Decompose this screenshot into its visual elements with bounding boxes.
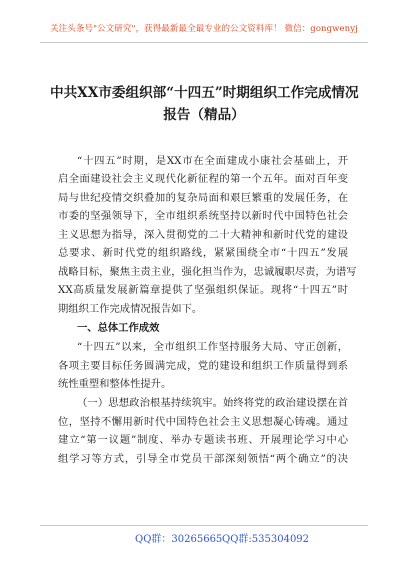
paragraph-line: 各项主要目标任务圆满完成，党的建设和组织工作质量得到系 [58, 360, 348, 372]
paragraph-line: 战略目标，聚焦主责主业，强化担当作为，忠诚履职尽责，为谱写 [58, 266, 357, 278]
footer-qq-group-1: QQ群：30265665 [135, 534, 223, 545]
paragraph-line: 统性重塑和整体性提升。 [58, 378, 172, 390]
paragraph-line: （一）思想政治根基持续筑牢。始终将党的政治建设摆在首 [77, 397, 348, 409]
document-title-line-1: 中共XX市委组织部“十四五”时期组织工作完成情况 [50, 85, 359, 101]
paragraph-line: 位，坚持不懈用新时代中国特色社会主义思想凝心铸魂。通过 [58, 416, 348, 428]
paragraph-line: 局与世纪疫情交织叠加的复杂局面和艰巨繁重的发展任务，在 [58, 192, 348, 204]
footer-divider [40, 525, 368, 526]
footer-qq-group-2: QQ群:535304092 [222, 534, 310, 545]
paragraph-line: “十四五”以来，全市组织工作坚持服务大局、守正创新， [77, 341, 348, 353]
paragraph-line: 总要求、新时代党的组织路线，紧紧围绕全市“十四五”发展 [58, 247, 348, 259]
paragraph-line: 期组织工作完成情况报告如下。 [58, 303, 203, 315]
paragraph-line: XX高质量发展新篇章提供了坚强组织保证。现将“十四五”时 [58, 284, 348, 296]
paragraph-line: 建立“第一议题”制度、举办专题读书班、开展理论学习中心 [58, 434, 348, 446]
paragraph-line: 启全面建设社会主义现代化新征程的第一个五年。面对百年变 [58, 173, 348, 185]
paragraph-line: 市委的坚强领导下，全市组织系统坚持以新时代中国特色社会 [58, 210, 348, 222]
paragraph-line: 主义思想为指导，深入贯彻党的二十大精神和新时代党的建设 [58, 229, 348, 241]
header-banner: 关注头条号"公文研究"，获得最新最全最专业的公文资料库！ 微信：gongwenyj [50, 24, 358, 34]
section-heading: 一、总体工作成效 [77, 322, 160, 334]
paragraph-line: “十四五”时期，是XX市在全面建成小康社会基础上，开 [77, 155, 348, 167]
header-divider [40, 42, 368, 43]
document-title-line-2: 报告（精品） [163, 107, 245, 123]
paragraph-line: 组学习等方式，引导全市党员干部深刻领悟“两个确立”的决 [58, 453, 348, 465]
